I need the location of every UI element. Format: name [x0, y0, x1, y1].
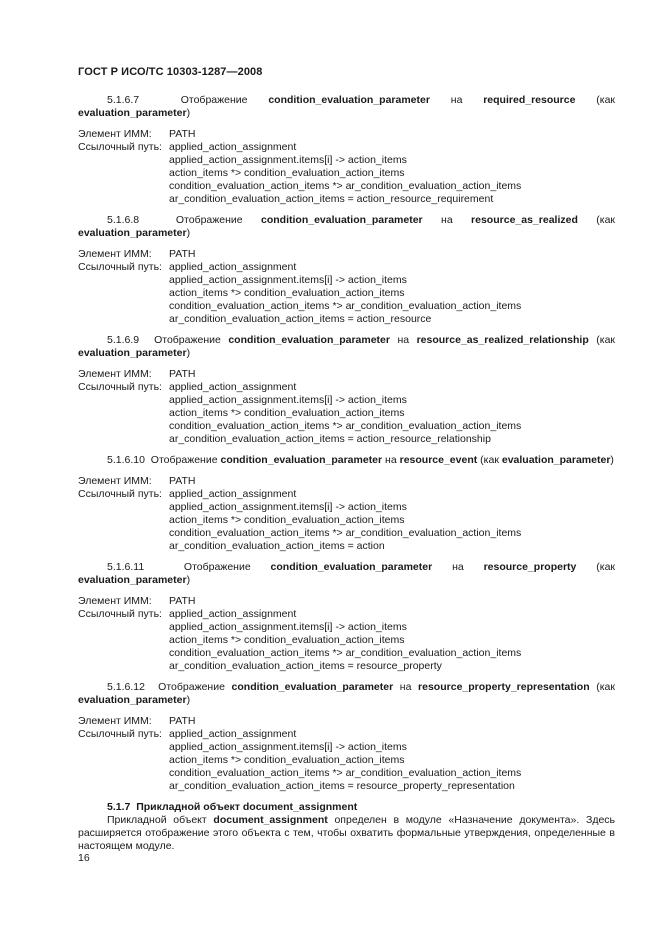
path-line: ar_condition_evaluation_action_items = action_resource_relationship	[169, 433, 491, 445]
path-row	[78, 780, 615, 793]
heading-on: на	[397, 334, 410, 346]
heading-entity: condition_evaluation_parameter	[261, 214, 423, 226]
path-row	[78, 381, 615, 394]
paragraph-prefix: Прикладной объект	[107, 814, 207, 826]
paragraph-text: определен в модуле «Назначение документа». Здесь расширяется отображение этого объекта с тем, чтобы охватить формальные утверждения, определенные в настоящем модуле.	[78, 814, 616, 852]
path-line: applied_action_assignment.items[i] -> action_items	[169, 154, 407, 166]
heading-intro: Отображение	[158, 681, 225, 693]
heading-on: на	[441, 214, 453, 226]
heading-as-entity: evaluation_parameter	[78, 574, 187, 586]
path-line: ar_condition_evaluation_action_items = resource_property	[169, 660, 442, 672]
heading-target: required_resource	[483, 94, 576, 106]
element-row	[78, 248, 615, 261]
path-row	[78, 420, 615, 433]
path-row	[78, 261, 615, 274]
element-label: Элемент ИММ:	[78, 128, 152, 140]
path-row	[78, 527, 615, 540]
path-label: Ссылочный путь:	[78, 381, 162, 393]
heading-intro: Отображение	[183, 561, 251, 573]
path-row	[78, 313, 615, 326]
heading-on: на	[399, 681, 412, 693]
element-row	[78, 128, 615, 141]
element-value: PATH	[169, 715, 196, 727]
path-line: condition_evaluation_action_items *> ar_condition_evaluation_action_items	[169, 180, 522, 192]
element-label: Элемент ИММ:	[78, 715, 152, 727]
path-line: ar_condition_evaluation_action_items = resource_property_representation	[169, 780, 515, 792]
heading-on: на	[450, 94, 463, 106]
path-line: ar_condition_evaluation_action_items = action_resource	[169, 313, 432, 325]
mapping-heading	[78, 334, 615, 360]
path-row	[78, 741, 615, 754]
heading-as: (как	[596, 214, 616, 226]
path-row	[78, 621, 615, 634]
mapping-section	[78, 561, 615, 673]
document-body	[78, 94, 615, 853]
heading-as-entity: evaluation_parameter	[78, 227, 187, 239]
element-label: Элемент ИММ:	[78, 595, 152, 607]
heading-target: resource_property_representation	[418, 681, 590, 693]
path-line: applied_action_assignment	[169, 381, 297, 393]
element-value: PATH	[169, 368, 196, 380]
element-row	[78, 368, 615, 381]
mapping-section	[78, 214, 615, 326]
path-label: Ссылочный путь:	[78, 608, 162, 620]
section-number: 5.1.6.7	[107, 94, 140, 106]
heading-intro: Отображение	[180, 94, 248, 106]
path-row	[78, 141, 615, 154]
path-line: applied_action_assignment.items[i] -> action_items	[169, 501, 407, 513]
path-row	[78, 608, 615, 621]
heading-close: )	[610, 454, 614, 466]
mapping-heading	[78, 681, 615, 707]
path-row	[78, 488, 615, 501]
section-number: 5.1.6.8	[107, 214, 140, 226]
path-row	[78, 728, 615, 741]
element-label: Элемент ИММ:	[78, 368, 152, 380]
heading-as: (как	[596, 561, 616, 573]
mapping-heading	[78, 214, 615, 240]
section-number: 5.1.6.10	[107, 454, 145, 466]
element-value: PATH	[169, 595, 196, 607]
path-row	[78, 501, 615, 514]
mapping-section	[78, 681, 615, 793]
path-label: Ссылочный путь:	[78, 488, 162, 500]
heading-target: resource_as_realized_relationship	[416, 334, 589, 346]
path-row	[78, 193, 615, 206]
section-number: 5.1.6.12	[107, 681, 145, 693]
path-row	[78, 180, 615, 193]
path-row	[78, 514, 615, 527]
path-line: condition_evaluation_action_items *> ar_condition_evaluation_action_items	[169, 527, 522, 539]
section-number: 5.1.7	[107, 801, 131, 813]
section-title-entity: document_assignment	[242, 801, 358, 813]
path-line: ar_condition_evaluation_action_items = action_resource_requirement	[169, 193, 494, 205]
element-value: PATH	[169, 128, 196, 140]
path-row	[78, 647, 615, 660]
element-row	[78, 715, 615, 728]
path-line: condition_evaluation_action_items *> ar_condition_evaluation_action_items	[169, 647, 522, 659]
path-row	[78, 394, 615, 407]
heading-as: (как	[596, 334, 616, 346]
path-line: applied_action_assignment	[169, 141, 297, 153]
path-row	[78, 660, 615, 673]
path-label: Ссылочный путь:	[78, 141, 162, 153]
path-row	[78, 274, 615, 287]
path-line: applied_action_assignment	[169, 488, 297, 500]
section-number: 5.1.6.11	[107, 561, 145, 573]
heading-target: resource_as_realized	[471, 214, 578, 226]
heading-intro: Отображение	[154, 334, 221, 346]
path-row	[78, 433, 615, 446]
path-line: applied_action_assignment	[169, 608, 297, 620]
mapping-heading	[78, 454, 615, 467]
heading-on: на	[385, 454, 397, 466]
element-value: PATH	[169, 248, 196, 260]
path-line: action_items *> condition_evaluation_action_items	[169, 167, 405, 179]
heading-close: )	[186, 227, 191, 239]
path-line: applied_action_assignment.items[i] -> action_items	[169, 394, 407, 406]
path-line: condition_evaluation_action_items *> ar_condition_evaluation_action_items	[169, 767, 522, 779]
heading-close: )	[186, 574, 191, 586]
section-title-prefix: Прикладной объект	[136, 801, 240, 813]
path-line: applied_action_assignment.items[i] -> action_items	[169, 274, 407, 286]
heading-entity: condition_evaluation_parameter	[231, 681, 394, 693]
mapping-section	[78, 454, 615, 553]
path-label: Ссылочный путь:	[78, 261, 162, 273]
heading-as: (как	[596, 681, 615, 693]
section-5-1-7-title	[78, 801, 615, 814]
heading-entity: condition_evaluation_parameter	[228, 334, 390, 346]
element-label: Элемент ИММ:	[78, 475, 152, 487]
path-row	[78, 154, 615, 167]
heading-close: )	[186, 694, 191, 706]
document-header: ГОСТ Р ИСО/ТС 10303-1287—2008	[78, 66, 263, 78]
heading-close: )	[186, 107, 191, 119]
path-line: action_items *> condition_evaluation_action_items	[169, 407, 405, 419]
path-line: applied_action_assignment.items[i] -> action_items	[169, 621, 407, 633]
path-row	[78, 287, 615, 300]
path-line: applied_action_assignment.items[i] -> action_items	[169, 741, 407, 753]
path-row	[78, 767, 615, 780]
heading-entity: condition_evaluation_parameter	[220, 454, 383, 466]
heading-as-entity: evaluation_parameter	[78, 694, 187, 706]
element-label: Элемент ИММ:	[78, 248, 152, 260]
mapping-section	[78, 94, 615, 206]
path-row	[78, 754, 615, 767]
heading-target: resource_event	[399, 454, 478, 466]
heading-as-entity: evaluation_parameter	[78, 107, 187, 119]
mapping-heading	[78, 561, 615, 587]
mapping-sections	[78, 94, 615, 793]
path-line: applied_action_assignment	[169, 728, 297, 740]
path-line: ar_condition_evaluation_action_items = action	[169, 540, 385, 552]
mapping-heading	[78, 94, 615, 120]
path-line: action_items *> condition_evaluation_action_items	[169, 287, 405, 299]
heading-as: (как	[596, 94, 616, 106]
paragraph-entity: document_assignment	[213, 814, 328, 826]
heading-as-entity: evaluation_parameter	[78, 347, 187, 359]
path-row	[78, 167, 615, 180]
heading-entity: condition_evaluation_parameter	[270, 561, 433, 573]
path-line: condition_evaluation_action_items *> ar_condition_evaluation_action_items	[169, 300, 522, 312]
heading-target: resource_property	[483, 561, 577, 573]
heading-as: (как	[480, 454, 499, 466]
heading-intro: Отображение	[175, 214, 243, 226]
element-row	[78, 595, 615, 608]
path-row	[78, 540, 615, 553]
path-line: action_items *> condition_evaluation_action_items	[169, 754, 405, 766]
path-label: Ссылочный путь:	[78, 728, 162, 740]
path-line: action_items *> condition_evaluation_action_items	[169, 634, 405, 646]
path-line: condition_evaluation_action_items *> ar_condition_evaluation_action_items	[169, 420, 522, 432]
heading-on: на	[452, 561, 464, 573]
heading-as-entity: evaluation_parameter	[501, 454, 611, 466]
heading-close: )	[186, 347, 191, 359]
element-value: PATH	[169, 475, 196, 487]
element-row	[78, 475, 615, 488]
page-number: 16	[78, 852, 90, 864]
section-number: 5.1.6.9	[107, 334, 140, 346]
path-row	[78, 300, 615, 313]
path-row	[78, 634, 615, 647]
heading-entity: condition_evaluation_parameter	[268, 94, 430, 106]
mapping-section	[78, 334, 615, 446]
path-row	[78, 407, 615, 420]
section-5-1-7-paragraph	[78, 814, 615, 853]
path-line: action_items *> condition_evaluation_action_items	[169, 514, 405, 526]
path-line: applied_action_assignment	[169, 261, 297, 273]
heading-intro: Отображение	[150, 454, 218, 466]
